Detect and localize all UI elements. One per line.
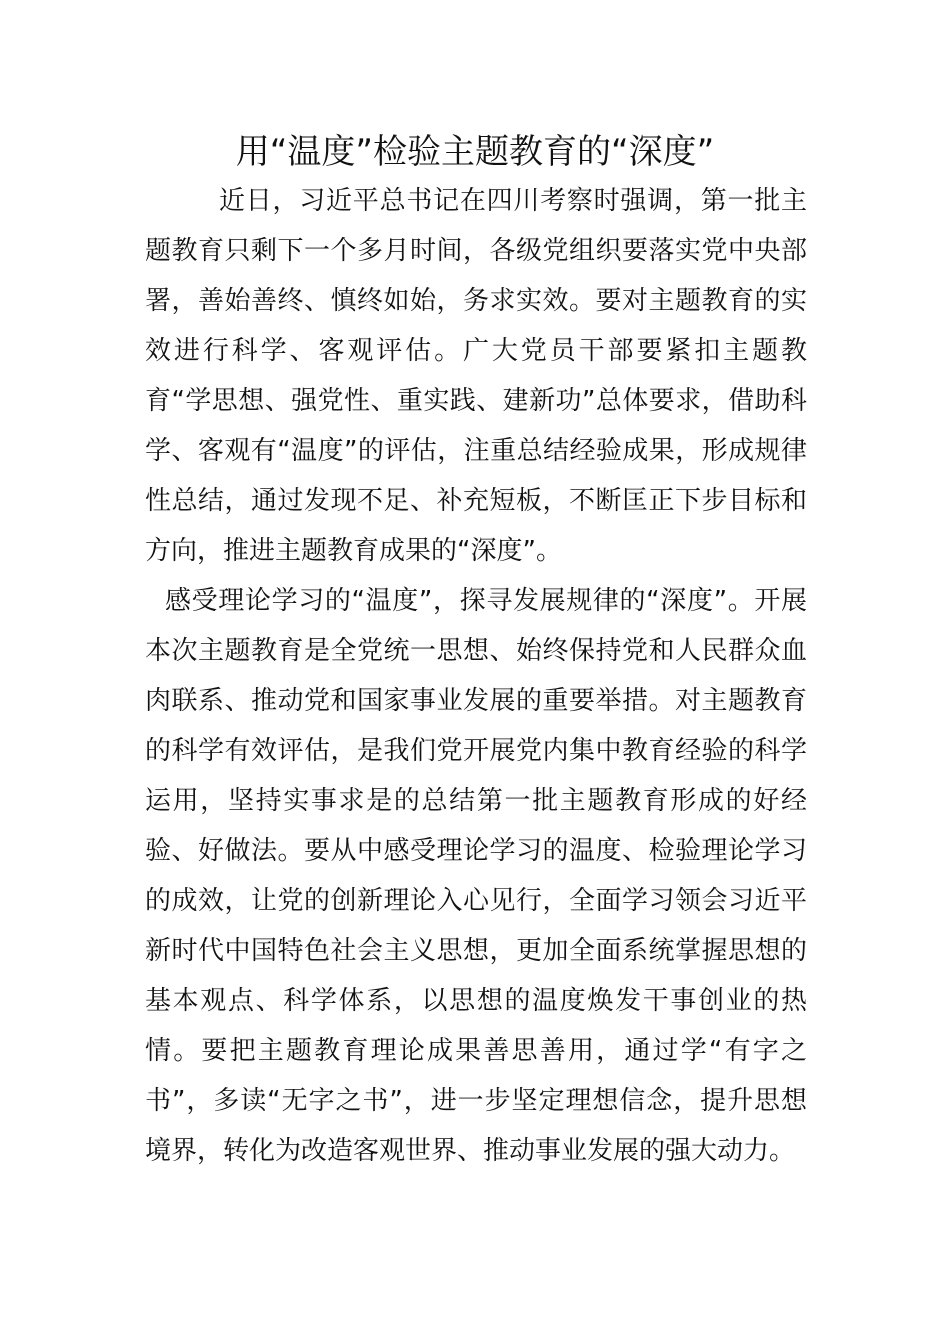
document-body <box>145 176 807 1176</box>
paragraph-theory-study: 感受理论学习的“温度”，探寻发展规律的“深度”。开展本次主题教育是全党统一思想、始终保持党和人民群众血肉联系、推动党和国家事业发展的重要举措。对主题教育的科学有效评估，是我们党开展党内集中教育经验的科学运用，坚持实事求是的总结第一批主题教育形成的好经验、好做法。要从中感受理论学习的温度、检验理论学习的成效，让党的创新理论入心见行，全面学习领会习近平新时代中国特色社会主义思想，更加全面系统掌握思想的基本观点、科学体系，以思想的温度焕发干事创业的热情。要把主题教育理论成果善思善用，通过学“有字之书”，多读“无字之书”，进一步坚定理想信念，提升思想境界，转化为改造客观世界、推动事业发展的强大动力。 <box>145 586 807 1166</box>
paragraph-intro: 近日，习近平总书记在四川考察时强调，第一批主题教育只剩下一个多月时间，各级党组织要落实党中央部署，善始善终、慎终如始，务求实效。要对主题教育的实效进行科学、客观评估。广大党员干部要紧扣主题教育“学思想、强党性、重实践、建新功”总体要求，借助科学、客观有“温度”的评估，注重总结经验成果，形成规律性总结，通过发现不足、补充短板，不断匡正下步目标和方向，推进主题教育成果的“深度”。 <box>145 186 807 566</box>
document-title: 用“温度”检验主题教育的“深度” <box>235 132 715 172</box>
